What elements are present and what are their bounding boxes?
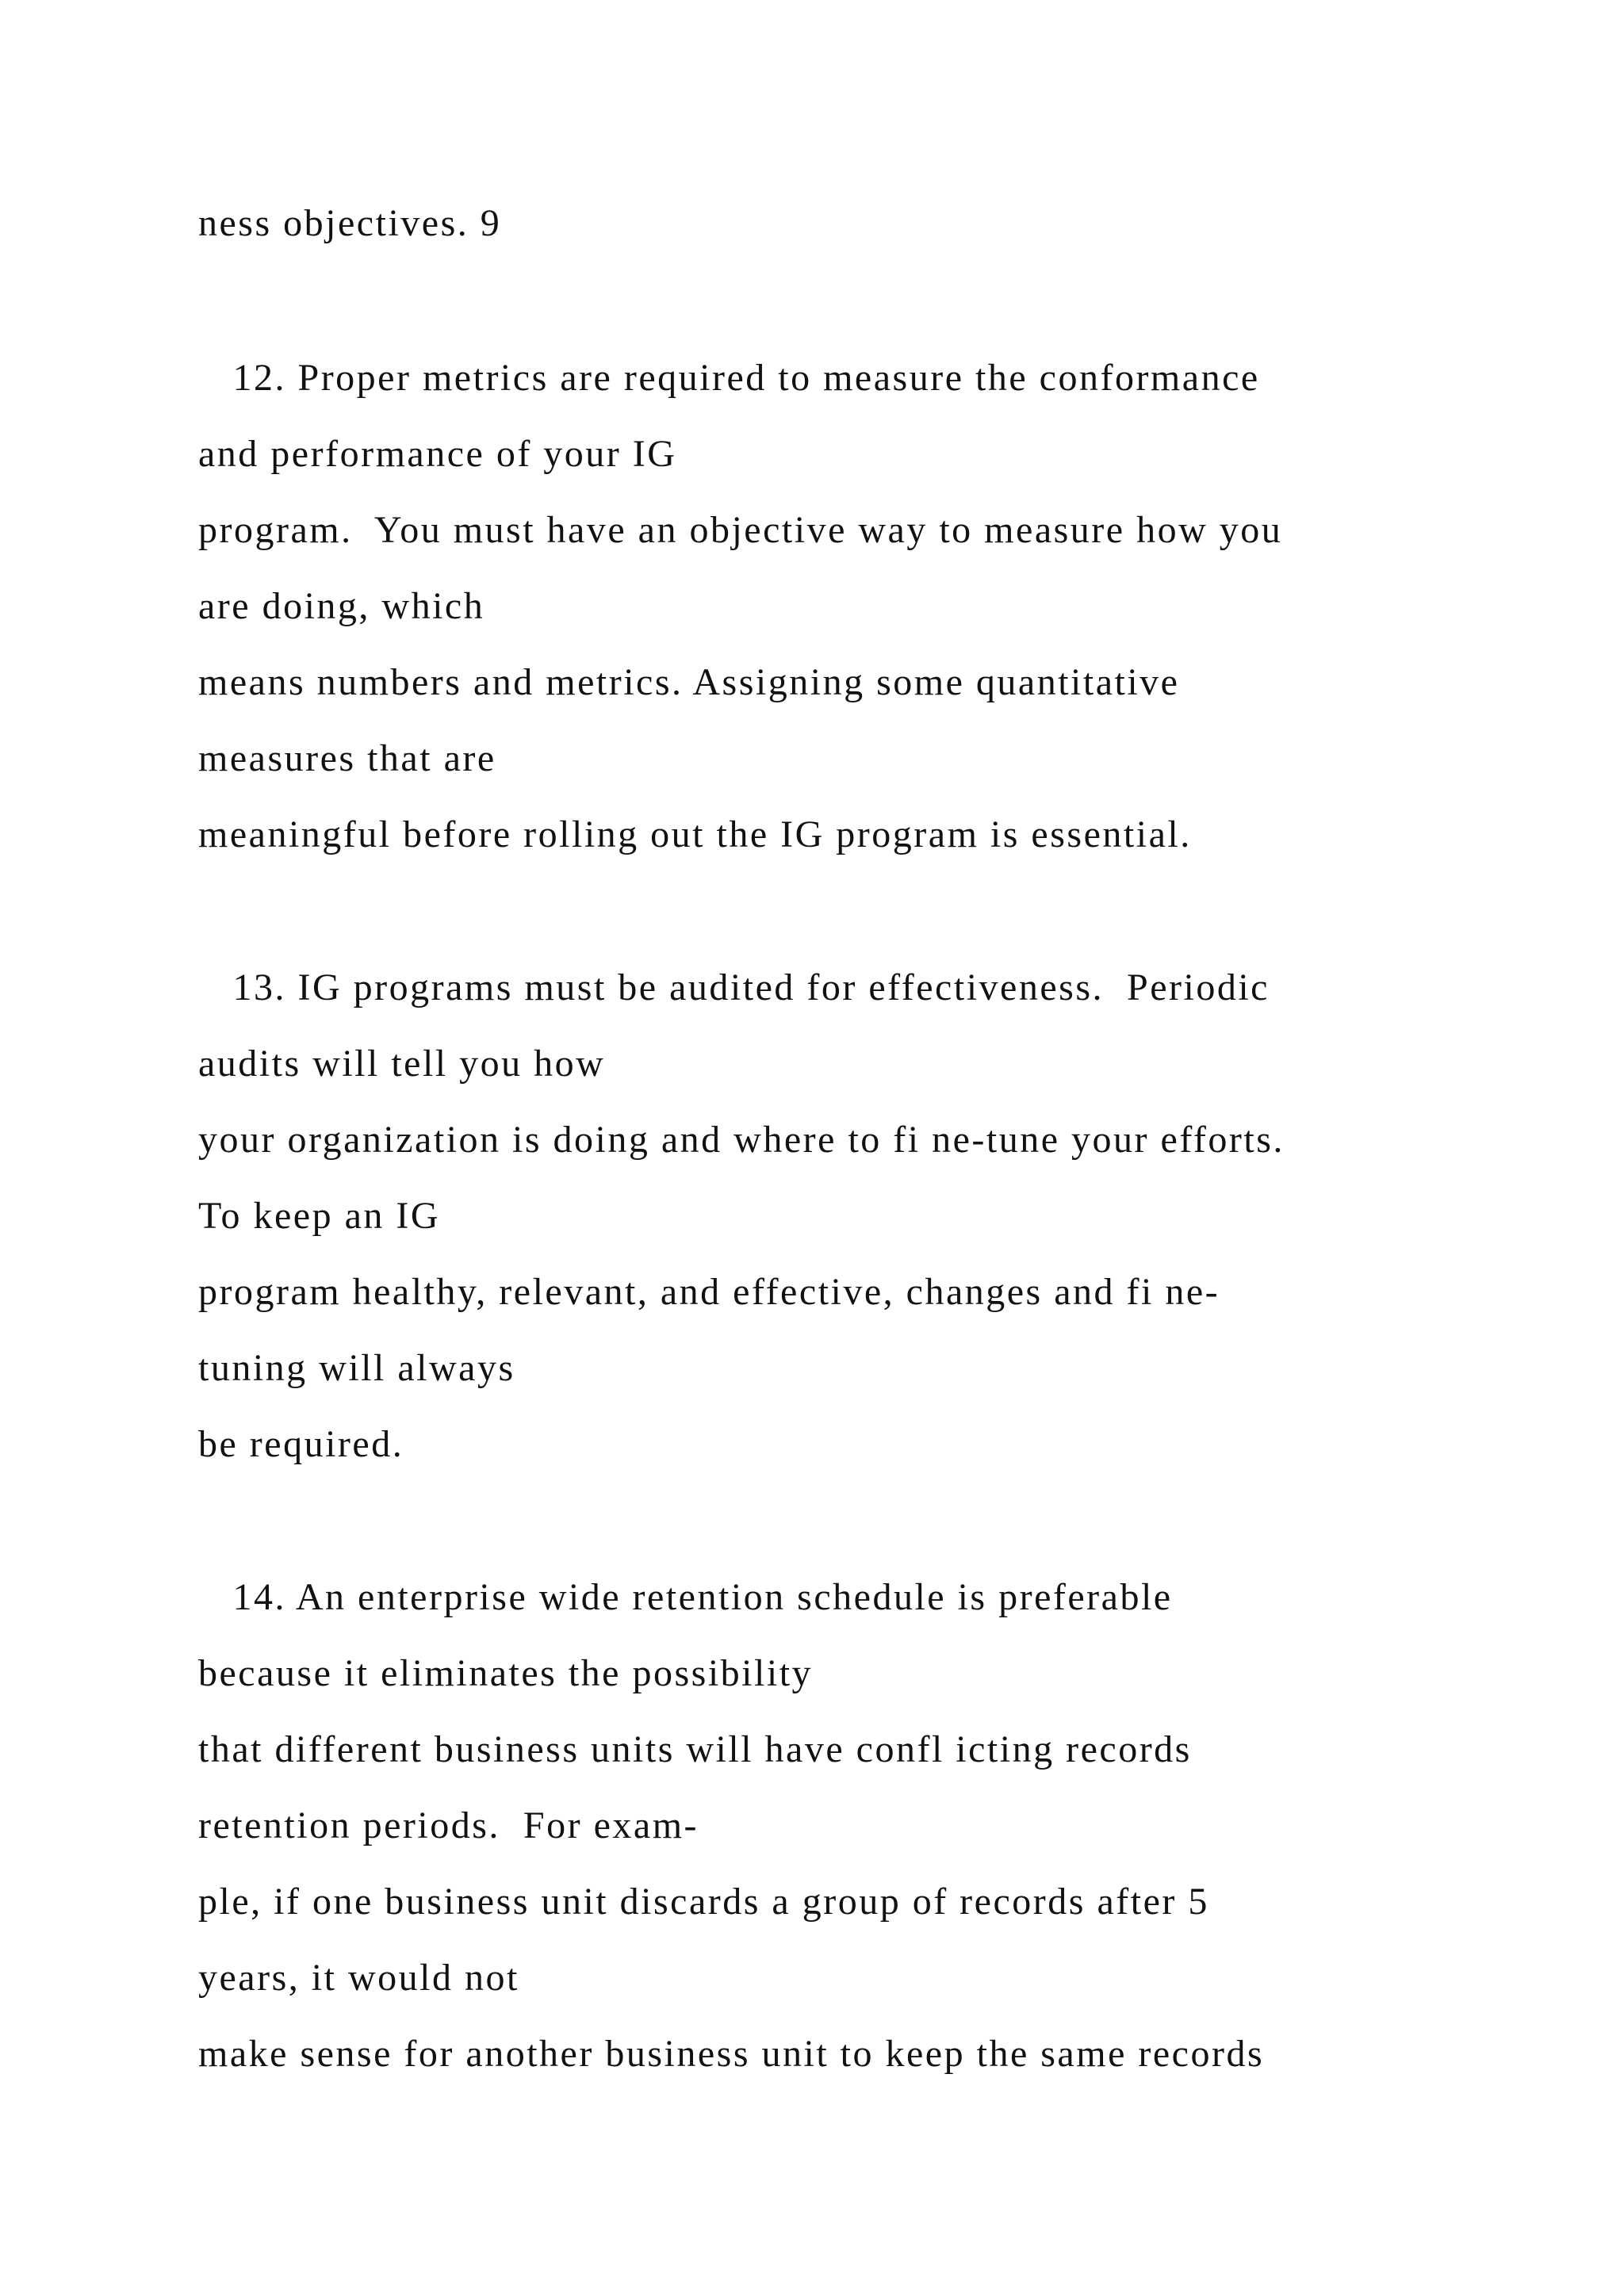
text-line: because it eliminates the possibility <box>198 1652 814 1694</box>
text-line: measures that are <box>198 737 496 779</box>
text-line: audits will tell you how <box>198 1043 606 1085</box>
text-line: are doing, which <box>198 585 485 627</box>
text-line: tuning will always <box>198 1347 515 1389</box>
text-line: your organization is doing and where to fi ne-tune your efforts. <box>198 1119 1285 1161</box>
text-line: 12. Proper metrics are required to measure the conformance <box>198 357 1260 399</box>
text-line: ness objectives. 9 <box>198 202 502 244</box>
text-line: ple, if one business unit discards a group of records after 5 <box>198 1881 1209 1923</box>
text-line: retention periods. For exam- <box>198 1804 699 1846</box>
text-line: and performance of your IG <box>198 433 677 475</box>
text-line: meaningful before rolling out the IG program is essential. <box>198 813 1192 855</box>
text-line: To keep an IG <box>198 1195 441 1237</box>
text-line: program healthy, relevant, and effective, changes and fi ne- <box>198 1271 1220 1313</box>
text-line: means numbers and metrics. Assigning some quantitative <box>198 661 1180 703</box>
text-line: program. You must have an objective way to measure how you <box>198 509 1283 551</box>
text-line: that different business units will have confl icting records <box>198 1728 1192 1770</box>
text-line: 13. IG programs must be audited for effectiveness. Periodic <box>198 966 1270 1008</box>
text-line: years, it would not <box>198 1957 519 1999</box>
text-line: be required. <box>198 1423 404 1465</box>
text-line: make sense for another business unit to keep the same records <box>198 2033 1265 2075</box>
text-line: 14. An enterprise wide retention schedule is preferable <box>198 1576 1173 1618</box>
